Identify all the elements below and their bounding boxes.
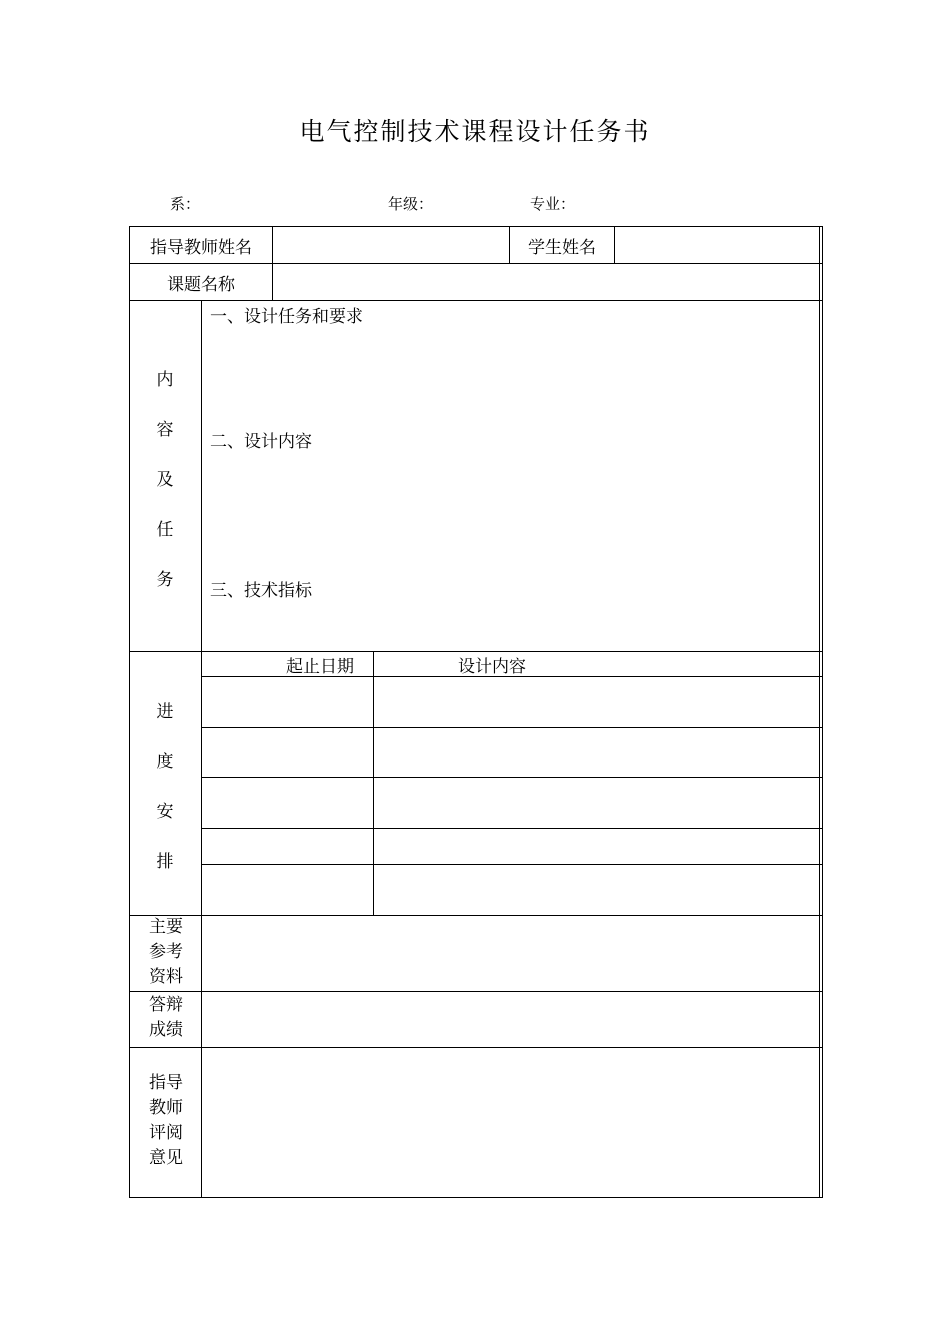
schedule-label-char: 度 [156,752,174,772]
schedule-dates-header: 起止日期 [286,657,354,677]
schedule-content-cell[interactable] [374,778,819,828]
references-label-line: 参考 [149,942,183,962]
grade-label: 年级： [388,195,434,213]
content-label-char: 任 [156,520,174,540]
schedule-date-cell[interactable] [202,865,373,915]
advisor-review-label-line: 指导 [149,1073,183,1093]
student-name-field[interactable] [615,227,819,263]
table-border-left [129,226,130,1198]
student-name-label: 学生姓名 [528,238,596,258]
schedule-date-cell[interactable] [202,778,373,828]
topic-label: 课题名称 [167,275,235,295]
content-label-char: 内 [156,370,174,390]
defense-label-line: 答辩 [149,995,183,1015]
content-label-char: 及 [156,470,174,490]
advisor-review-label-line: 教师 [149,1098,183,1118]
references-label-line: 资料 [149,967,183,987]
content-label-char: 容 [156,420,174,440]
defense-score-field[interactable] [202,992,819,1047]
advisor-review-field[interactable] [202,1048,819,1197]
references-label [130,915,202,990]
schedule-label-char: 进 [156,702,174,722]
schedule-content-cell[interactable] [374,728,819,777]
major-label: 专业： [530,195,576,213]
department-label: 系： [170,195,201,213]
schedule-content-cell[interactable] [374,865,819,915]
references-field[interactable] [202,916,819,991]
content-field[interactable] [202,301,819,651]
schedule-content-header: 设计内容 [458,657,526,677]
advisor-review-label-line: 评阅 [149,1123,183,1143]
table-border-bottom [129,1197,823,1198]
table-border-right-outer [822,226,823,1198]
page-title: 电气控制技术课程设计任务书 [299,117,651,146]
schedule-content-cell[interactable] [374,677,819,727]
references-label-line: 主要 [149,917,183,937]
schedule-date-cell[interactable] [202,677,373,727]
advisor-review-label-line: 意见 [149,1148,183,1168]
defense-label-line: 成绩 [149,1020,183,1040]
defense-score-label [130,993,202,1043]
schedule-date-cell[interactable] [202,728,373,777]
advisor-name-field[interactable] [273,227,509,263]
schedule-date-cell[interactable] [202,829,373,864]
table-border-right [819,226,820,1198]
schedule-label-char: 安 [156,802,174,822]
advisor-name-label: 指导教师姓名 [150,238,252,258]
content-item-design: 二、设计内容 [210,432,312,452]
topic-field[interactable] [273,264,819,300]
content-label-char: 务 [156,570,174,590]
content-item-requirements: 一、设计任务和要求 [210,307,363,327]
content-item-specs: 三、技术指标 [210,581,312,601]
schedule-label-char: 排 [156,852,174,872]
advisor-review-label [130,1071,202,1171]
schedule-content-cell[interactable] [374,829,819,864]
